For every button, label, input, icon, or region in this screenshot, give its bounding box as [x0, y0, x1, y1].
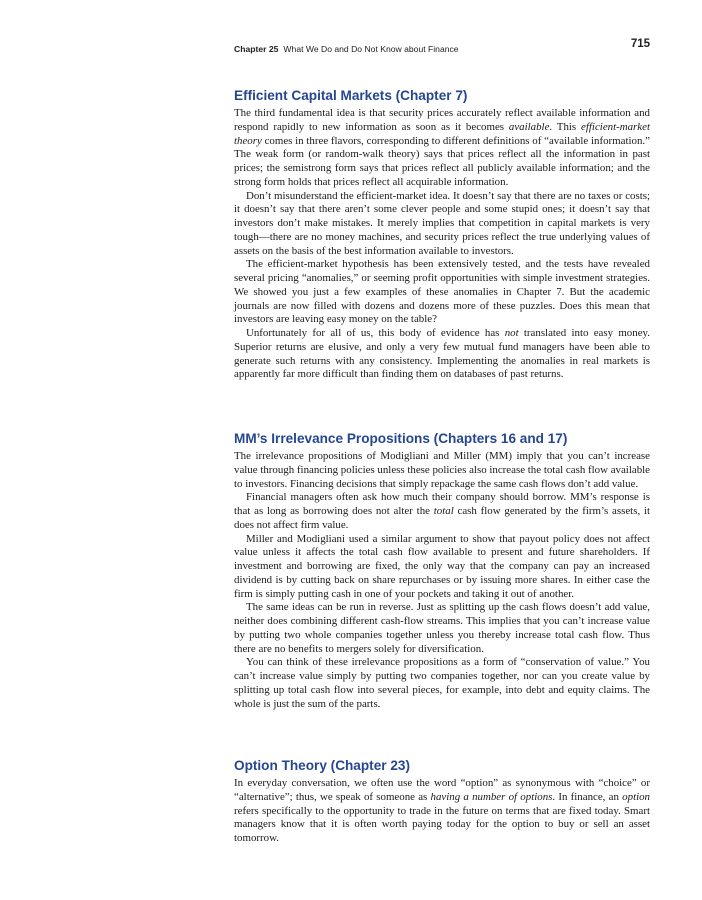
paragraph: Miller and Modigliani used a similar argument to show that payout policy does not affect value unless it affects the total cash flow available to present and future shareholders. If investment and borrowing are fixed, the only way that the company can pay an increased dividend is by cutting back on share repurchases or by issuing more shares. In either case the firm is simply putting cash in one of your pockets and taking it out of another. [234, 532, 650, 600]
paragraph: In everyday conversation, we often use the word “option” as synonymous with “choice” or “alternative”; thus, we speak of someone as having a number of options. In finance, an option refers specifically to the opportunity to trade in the future on terms that are fixed today. Smart managers know that it is often worth paying today for the option to buy or sell an asset tomorrow. [234, 777, 651, 844]
paragraph: Don’t misunderstand the efficient-market idea. It doesn’t say that there are no taxes or costs; it doesn’t say that there aren’t some clever people and some stupid ones; it doesn’t say that investors don’t make mistakes. It merely implies that competition in capital markets is very tough—there are no money machines, and security prices reflect the true underlying values of assets on the basis of the best information available to investors. [234, 189, 650, 257]
page-number: 715 [630, 38, 650, 50]
paragraph: The efficient-market hypothesis has been extensively tested, and the tests have revealed several pricing “anomalies,” or seeming profit opportunities with simple investment strategies. We showed you just a few examples of these anomalies in Chapter 7. But the academic journals are now filled with dozens and dozens more of these puzzles. Does this mean that investors are leaving easy money on the table? [234, 258, 650, 326]
paragraph: Financial managers often ask how much their company should borrow. MM’s response is that as long as borrowing does not alter the total cash flow generated by the firm’s assets, it does not affect firm value. [234, 491, 651, 531]
paragraph: The third fundamental idea is that security prices accurately reflect available information and respond rapidly to new information as soon as it becomes available. This efficient-market theory comes in three flavors, corresponding to different definitions of “available information.” The weak form (or random-walk theory) says that prices reflect all the information in past prices; the semistrong form says that prices reflect all publicly available information; and the strong form holds that prices reflect all acquirable information. [234, 107, 650, 188]
section-heading: Option Theory (Chapter 23) [234, 758, 410, 773]
paragraph: The irrelevance propositions of Modigliani and Miller (MM) imply that you can’t increase value through financing policies unless these policies also increase the total cash flow available to investors. Financing decisions that simply repackage the same cash flows don’t add value. [234, 450, 650, 490]
section-option-theory [234, 757, 650, 846]
paragraph: Unfortunately for all of us, this body of evidence has not translated into easy money. Superior returns are elusive, and only a very few mutual fund managers have been able to generate such returns with any consistency. Implementing the anomalies in real markets is apparently far more difficult than finding them on databases of past returns. [234, 327, 650, 381]
paragraph: You can think of these irrelevance propositions as a form of “conservation of value.” You can’t increase value simply by putting two companies together, nor can you create value by splitting up total cash flow into several pieces, for example, into debt and equity claims. The whole is just the sum of the parts. [234, 656, 650, 710]
chapter-label: Chapter 25 [234, 44, 279, 54]
paragraph: The same ideas can be run in reverse. Just as splitting up the cash flows doesn’t add value, neither does combining different cash-flow streams. This implies that you can’t increase value by putting two whole companies together unless you thereby increase total cash flow. Thus there are no benefits to mergers solely for diversification. [234, 601, 650, 655]
section-heading: Efficient Capital Markets (Chapter 7) [234, 88, 468, 103]
section-mm-irrelevance [234, 430, 650, 711]
running-header [234, 39, 650, 53]
chapter-title: What We Do and Do Not Know about Finance [283, 44, 459, 54]
section-efficient-markets [234, 87, 650, 382]
section-heading: MM’s Irrelevance Propositions (Chapters 16 and 17) [234, 431, 568, 446]
